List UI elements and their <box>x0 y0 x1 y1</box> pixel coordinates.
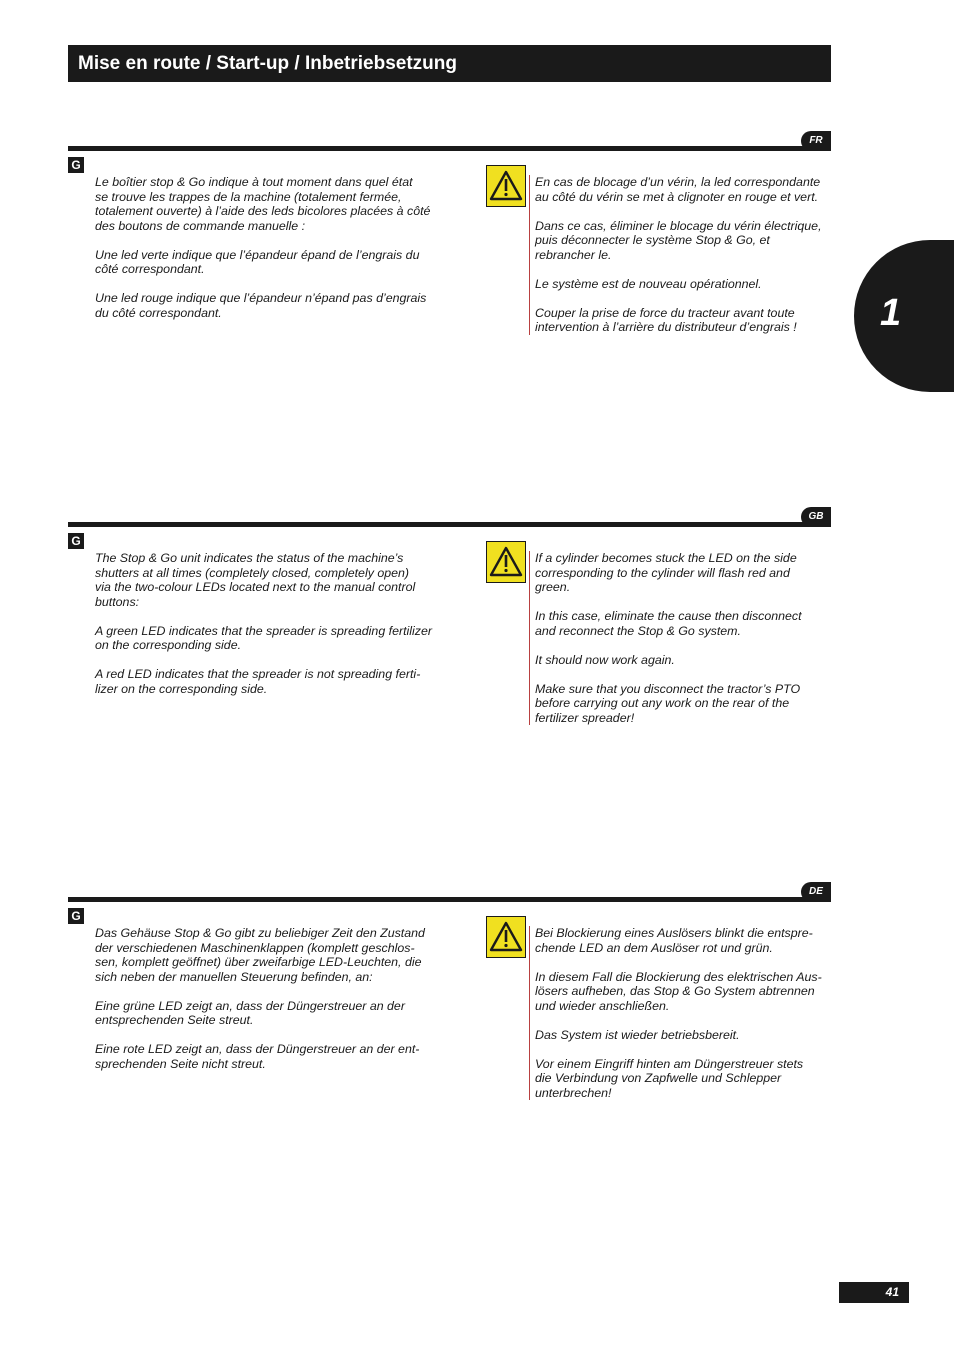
paragraph: Das Gehäuse Stop & Go gibt zu beliebiger Zeit den Zustand der verschiedenen Maschinenklappen (komplett geschlos- sen, komplett geöffnet) über zweifarbige LED-Leuchten, die sich neben der manuellen Steuerung befinden, an: <box>95 926 425 984</box>
paragraph: Vor einem Eingriff hinten am Düngerstreuer stets die Verbindung von Zapfwelle und Schlepper unterbrechen! <box>535 1056 804 1100</box>
lang-tag-de: DE <box>801 882 831 902</box>
paragraph: Make sure that you disconnect the tractor’s PTO before carrying out any work on the rear of the fertilizer spreader! <box>535 681 801 725</box>
paragraph: Une led verte indique que l’épandeur épand de l’engrais du côté correspondant. <box>95 247 420 276</box>
left-column <box>95 551 445 711</box>
lang-tag-gb: GB <box>801 507 831 527</box>
g-marker: G <box>68 908 84 924</box>
chapter-tab <box>854 240 954 392</box>
paragraph: If a cylinder becomes stuck the LED on the side corresponding to the cylinder will flash red and green. <box>535 551 797 594</box>
section-fr <box>68 131 831 511</box>
left-column <box>95 926 445 1086</box>
paragraph: Le système est de nouveau opérationnel. <box>535 276 762 291</box>
section-rule <box>68 897 831 902</box>
right-column <box>529 175 837 335</box>
paragraph: Le boîtier stop & Go indique à tout moment dans quel état se trouve les trappes de la machine (totalement fermée, totalement ouverte) à l’aide des leds bicolores placées à côté des boutons de commande manuelle : <box>95 175 431 233</box>
section-rule <box>68 522 831 527</box>
paragraph: Bei Blockierung eines Auslösers blinkt die entspre- chende LED an dem Auslöser rot und grün. <box>535 926 813 955</box>
paragraph: En cas de blocage d’un vérin, la led correspondante au côté du vérin se met à clignoter en rouge et vert. <box>535 175 821 204</box>
warning-triangle-icon <box>486 541 526 583</box>
paragraph: Couper la prise de force du tracteur avant toute intervention à l’arrière du distributeur d’engrais ! <box>535 305 797 334</box>
header-bar <box>68 45 831 82</box>
warning-triangle-icon <box>486 916 526 958</box>
right-column <box>529 551 837 725</box>
paragraph: Eine grüne LED zeigt an, dass der Düngerstreuer an der entsprechenden Seite streut. <box>95 998 405 1027</box>
paragraph: The Stop & Go unit indicates the status of the machine’s shutters at all times (completely closed, completely open) via the two-colour LEDs located next to the manual control buttons: <box>95 551 416 609</box>
section-gb <box>68 507 831 887</box>
paragraph: Une led rouge indique que l’épandeur n’épand pas d’engrais du côté correspondant. <box>95 291 427 320</box>
chapter-number: 1 <box>880 292 902 334</box>
section-rule <box>68 146 831 151</box>
paragraph: Dans ce cas, éliminer le blocage du vérin électrique, puis déconnecter le système Stop & Go, et rebrancher le. <box>535 218 822 262</box>
warning-triangle-icon <box>486 165 526 207</box>
paragraph: In diesem Fall die Blockierung des elektrischen Aus- lösers aufheben, das Stop & Go System abtrennen und wieder anschließen. <box>535 969 822 1013</box>
g-marker: G <box>68 157 84 173</box>
g-marker: G <box>68 533 84 549</box>
paragraph: In this case, eliminate the cause then disconnect and reconnect the Stop & Go system. <box>535 609 802 638</box>
left-column <box>95 175 445 335</box>
paragraph: A red LED indicates that the spreader is not spreading ferti- lizer on the corresponding side. <box>95 667 421 696</box>
page-title: Mise en route / Start-up / Inbetriebsetzung <box>78 53 457 74</box>
section-de <box>68 882 831 1262</box>
paragraph: Das System ist wieder betriebsbereit. <box>535 1027 740 1042</box>
lang-tag-fr: FR <box>801 131 831 151</box>
paragraph: It should now work again. <box>535 652 675 667</box>
paragraph: Eine rote LED zeigt an, dass der Düngerstreuer an der ent- sprechenden Seite nicht streut. <box>95 1042 420 1071</box>
right-column <box>529 926 837 1100</box>
page-number: 41 <box>839 1282 909 1303</box>
paragraph: A green LED indicates that the spreader is spreading fertilizer on the corresponding side. <box>95 623 433 652</box>
